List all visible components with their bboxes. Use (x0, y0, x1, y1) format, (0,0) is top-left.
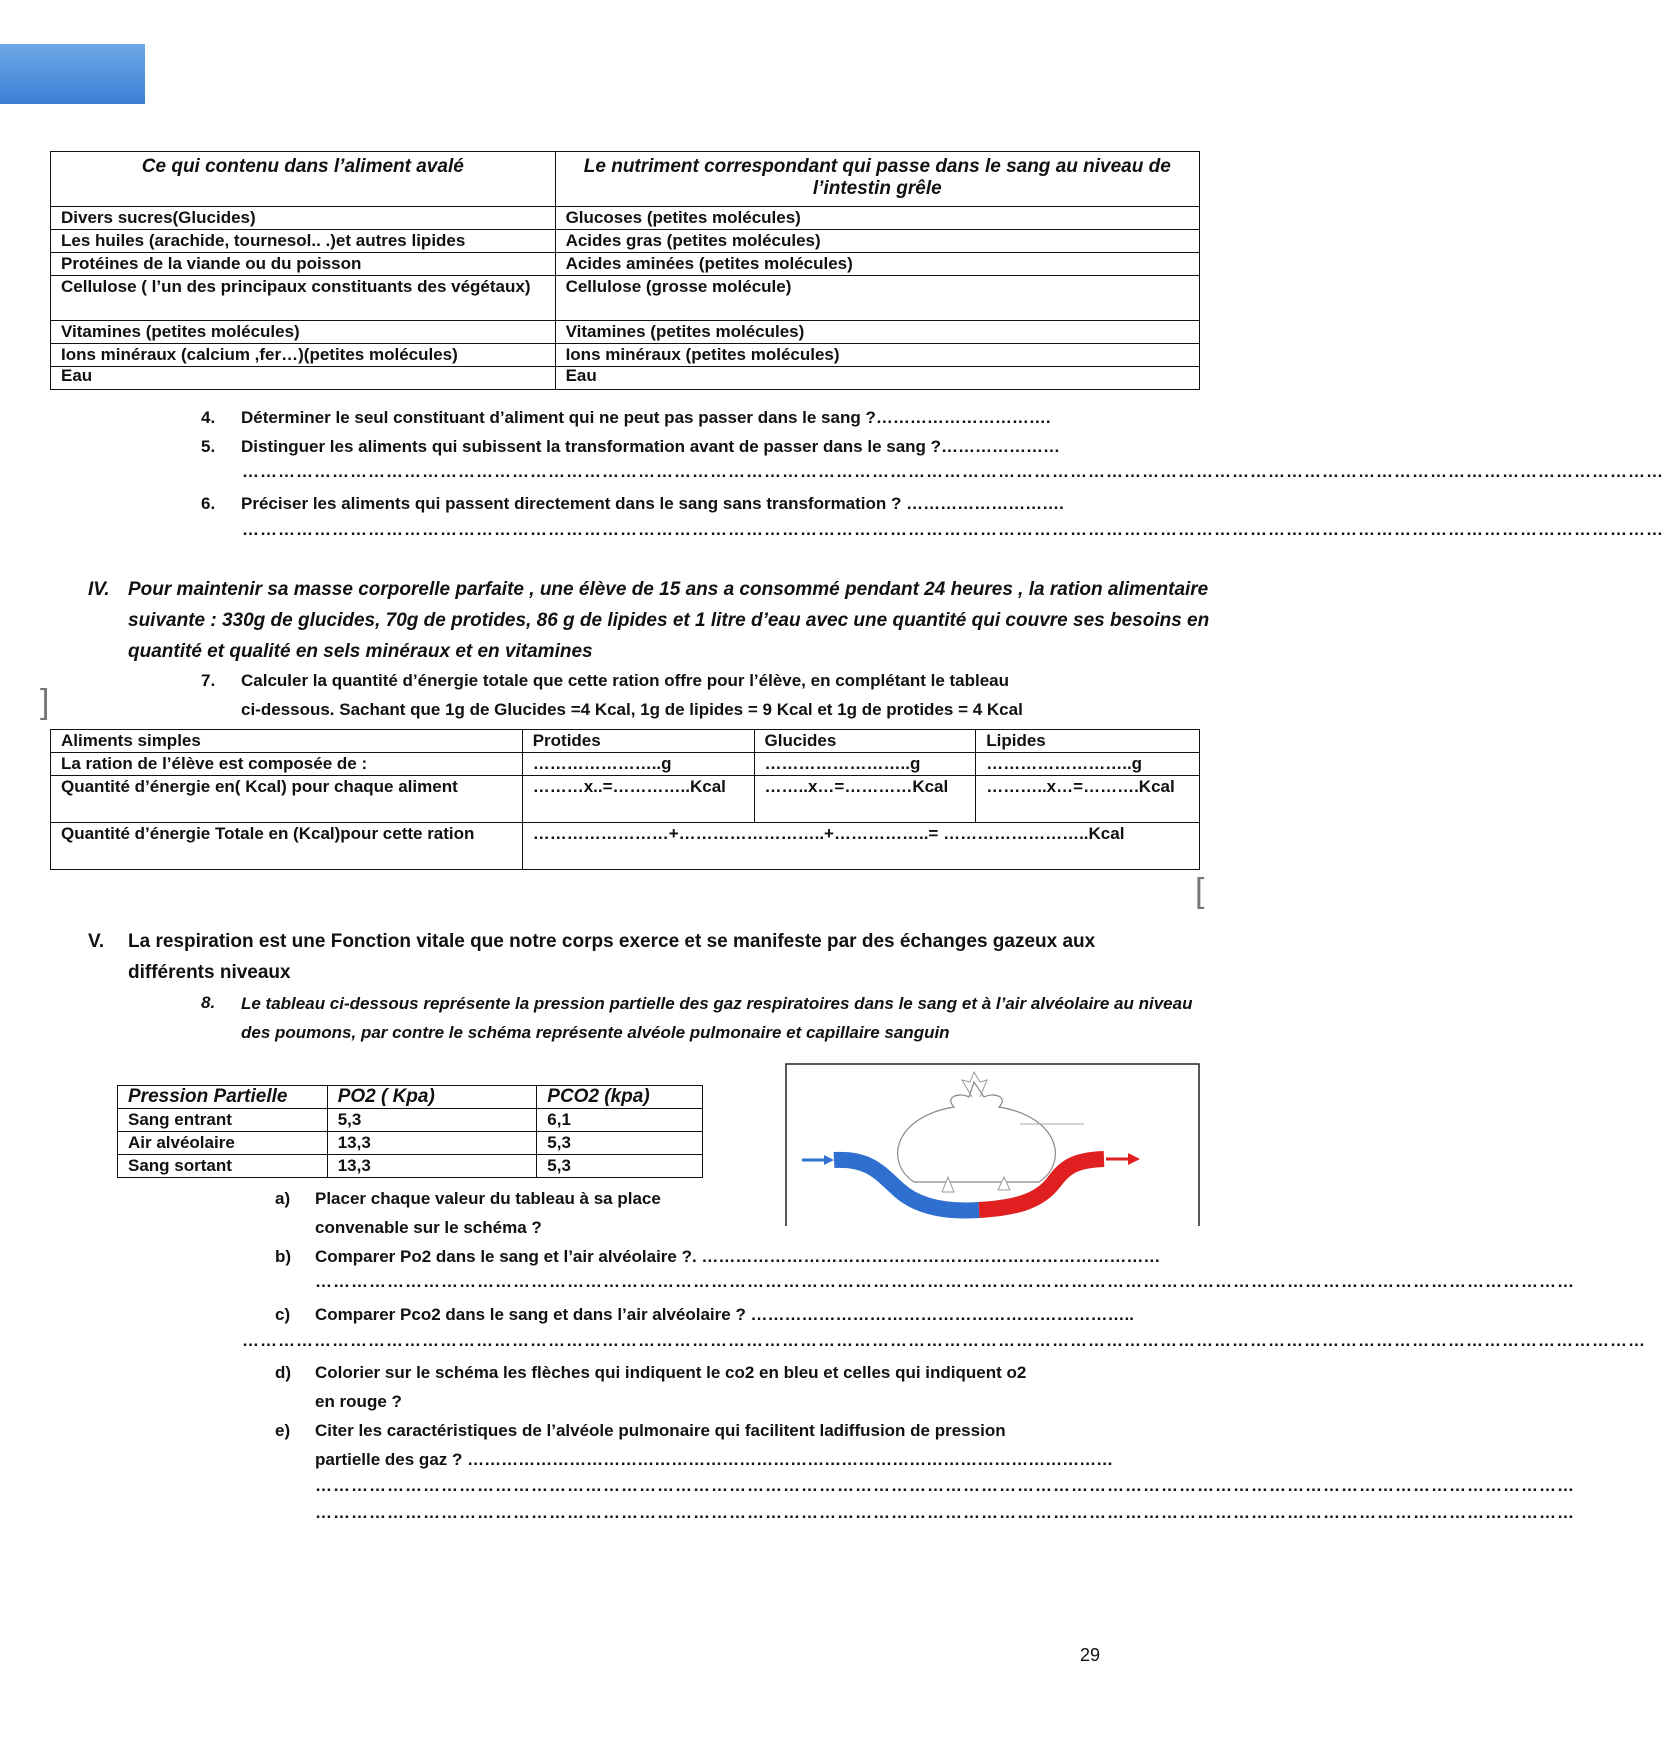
table-row (51, 367, 1200, 390)
table-cell: Eau (555, 367, 1199, 390)
table-cell: Ions minéraux (petites molécules) (555, 344, 1199, 367)
question-text: Le tableau ci-dessous représente la pression partielle des gaz respiratoires dans le sang et à l’air alvéolaire au niveau des poumons, par contre le schéma représente alvéole pulmonaire et capillaire sanguin (241, 994, 1193, 1042)
answer-cell[interactable]: ……..x…=…………Kcal (754, 776, 976, 823)
table-header: Le nutriment correspondant qui passe dans le sang au niveau de l’intestin grêle (555, 152, 1199, 207)
table-header: Ce qui contenu dans l’aliment avalé (51, 152, 556, 207)
subquestion-e (275, 1420, 1205, 1470)
section-number: V. (88, 931, 105, 952)
table-cell: 5,3 (537, 1155, 703, 1178)
question-8 (201, 992, 1201, 1072)
section-number: IV. (88, 579, 110, 600)
table-header: Lipides (976, 730, 1200, 753)
table-cell: Cellulose ( l’un des principaux constituants des végétaux) (51, 276, 556, 321)
subquestion-text-line2: convenable sur le schéma ? (315, 1218, 542, 1237)
question-text: Distinguer les aliments qui subissent la transformation avant de passer dans le sang ?………………… (241, 437, 1061, 456)
question-number: 4. (201, 408, 216, 427)
table-header-row (118, 1086, 703, 1109)
table-row (118, 1155, 703, 1178)
table-row (51, 207, 1200, 230)
table-cell: Air alvéolaire (118, 1132, 328, 1155)
answer-cell[interactable]: …………………..g (522, 753, 754, 776)
table-cell: 5,3 (537, 1132, 703, 1155)
answer-line[interactable]: ……………………………………………………………………………………………………………………………………………………………………………………………………………… (242, 1331, 1646, 1350)
subquestion-text: Colorier sur le schéma les flèches qui indiquent le co2 en bleu et celles qui indiquent o2 (315, 1363, 1027, 1382)
table-cell: 13,3 (327, 1155, 537, 1178)
question-text: Déterminer le seul constituant d’aliment qui ne peut pas passer dans le sang ?…………………………. (241, 408, 1051, 427)
subquestion-text: Citer les caractéristiques de l’alvéole pulmonaire qui facilitent ladiffusion de pression (315, 1421, 1006, 1440)
question-text: Préciser les aliments qui passent directement dans le sang sans transformation ? ………………………. (241, 494, 1064, 513)
bracket-mark-right: [ (1195, 872, 1205, 910)
table-cell: 5,3 (327, 1109, 537, 1132)
energy-table (50, 729, 1200, 870)
question-5 (201, 436, 1201, 458)
arrow-in-head (824, 1155, 834, 1165)
question-number: 5. (201, 437, 216, 456)
table-row (51, 230, 1200, 253)
airway-arrows (962, 1072, 987, 1097)
table-cell: Sang sortant (118, 1155, 328, 1178)
subquestion-text-line2: partielle des gaz ? …………………………………………………………………………………………………… (315, 1450, 1114, 1469)
table-row (51, 253, 1200, 276)
table-row (51, 321, 1200, 344)
table-cell: Protéines de la viande ou du poisson (51, 253, 556, 276)
table-header: PCO2 (kpa) (537, 1086, 703, 1109)
table-cell: Vitamines (petites molécules) (51, 321, 556, 344)
page-number: 29 (1080, 1645, 1101, 1665)
table-cell: 13,3 (327, 1132, 537, 1155)
table-cell: Divers sucres(Glucides) (51, 207, 556, 230)
subquestion-letter: e) (275, 1421, 291, 1440)
table-header: PO2 ( Kpa) (327, 1086, 537, 1109)
subquestion-letter: b) (275, 1247, 292, 1266)
subquestion-text: Comparer Po2 dans le sang et l’air alvéolaire ?. ……………………………………………………………………… (315, 1247, 1161, 1266)
exchange-arrow-co2 (998, 1177, 1010, 1190)
subquestion-letter: a) (275, 1189, 291, 1208)
subquestion-letter: c) (275, 1305, 291, 1324)
subquestion-d (275, 1362, 1205, 1412)
answer-cell[interactable]: ……………………..g (754, 753, 976, 776)
table-cell: Cellulose (grosse molécule) (555, 276, 1199, 321)
section-text: La respiration est une Fonction vitale que notre corps exerce et se manifeste par des échanges gazeux aux différents niveaux (128, 931, 1096, 983)
answer-cell[interactable]: ………x..=…………..Kcal (522, 776, 754, 823)
table-cell: Quantité d’énergie Totale en (Kcal)pour cette ration (51, 823, 523, 870)
pressure-table (117, 1085, 703, 1178)
table-cell: Sang entrant (118, 1109, 328, 1132)
subquestion-a (275, 1188, 775, 1238)
question-4 (201, 407, 1201, 429)
table-header: Glucides (754, 730, 976, 753)
table-row (118, 1109, 703, 1132)
table-row (51, 753, 1200, 776)
table-header-row (51, 730, 1200, 753)
table-cell: Acides gras (petites molécules) (555, 230, 1199, 253)
answer-cell[interactable]: ……………………+……………………..+……………..= ……………………..Kcal (522, 823, 1199, 870)
subquestion-c (275, 1304, 1205, 1326)
arrow-out-head (1128, 1153, 1140, 1165)
capillary-blue (834, 1160, 979, 1211)
bracket-mark-left: ] (40, 683, 50, 721)
header-tab-decoration (0, 44, 145, 104)
question-number: 8. (201, 993, 216, 1012)
table-cell: 6,1 (537, 1109, 703, 1132)
question-7 (201, 670, 1201, 720)
nutrients-table (50, 151, 1200, 390)
table-cell: Glucoses (petites molécules) (555, 207, 1199, 230)
table-cell: Acides aminées (petites molécules) (555, 253, 1199, 276)
question-number: 6. (201, 494, 216, 513)
table-cell: La ration de l’élève est composée de : (51, 753, 523, 776)
table-cell: Vitamines (petites molécules) (555, 321, 1199, 344)
table-cell: Eau (51, 367, 556, 390)
subquestion-text-line2: en rouge ? (315, 1392, 402, 1411)
answer-line[interactable]: ………………………………………………………………………………………………………………………………………………………………………………………… (315, 1272, 1575, 1291)
alveolus-diagram[interactable] (784, 1062, 1201, 1226)
table-row (51, 823, 1200, 870)
table-cell: Quantité d’énergie en( Kcal) pour chaque aliment (51, 776, 523, 823)
table-cell: Ions minéraux (calcium ,fer…)(petites molécules) (51, 344, 556, 367)
question-6 (201, 493, 1201, 515)
table-row (51, 776, 1200, 823)
question-text: Calculer la quantité d’énergie totale que cette ration offre pour l’élève, en complétant le tableau (241, 671, 1010, 690)
alveolus-shape (898, 1082, 1056, 1182)
table-header: Protides (522, 730, 754, 753)
table-cell: Les huiles (arachide, tournesol.. .)et autres lipides (51, 230, 556, 253)
table-header: Aliments simples (51, 730, 523, 753)
table-header-row (51, 152, 1200, 207)
answer-cell[interactable]: ………..x…=……….Kcal (976, 776, 1200, 823)
capillary-red (979, 1159, 1104, 1210)
table-row (51, 276, 1200, 321)
question-text-line2: ci-dessous. Sachant que 1g de Glucides =4 Kcal, 1g de lipides = 9 Kcal et 1g de protides = 4 Kcal (241, 700, 1023, 719)
subquestion-letter: d) (275, 1363, 292, 1382)
subquestion-text: Comparer Pco2 dans le sang et dans l’air alvéolaire ? ………………………………………………………….. (315, 1305, 1135, 1324)
answer-line[interactable]: ………………………………………………………………………………………………………………………………………………………………………………………… (315, 1503, 1575, 1522)
question-number: 7. (201, 671, 216, 690)
table-row (51, 344, 1200, 367)
subquestion-text: Placer chaque valeur du tableau à sa place (315, 1189, 661, 1208)
answer-cell[interactable]: ……………………..g (976, 753, 1200, 776)
exchange-arrow-o2 (942, 1177, 954, 1192)
table-header: Pression Partielle (118, 1086, 328, 1109)
answer-line[interactable]: ………………………………………………………………………………………………………………………………………………………………………………………………………………… (242, 520, 1664, 539)
answer-line[interactable]: ………………………………………………………………………………………………………………………………………………………………………………………… (315, 1476, 1575, 1495)
section-text: Pour maintenir sa masse corporelle parfaite , une élève de 15 ans a consommé pendant 24 heures , la ration alimentaire suivante : 330g de glucides, 70g de protides, 86 g de lipides et 1 litre d’eau avec une quantité qui couvre ses besoins en quantité et qualité en sels minéraux et en vitamines (128, 579, 1210, 662)
table-row (118, 1132, 703, 1155)
answer-line[interactable]: ………………………………………………………………………………………………………………………………………………………………………………………………………………… (242, 462, 1664, 481)
